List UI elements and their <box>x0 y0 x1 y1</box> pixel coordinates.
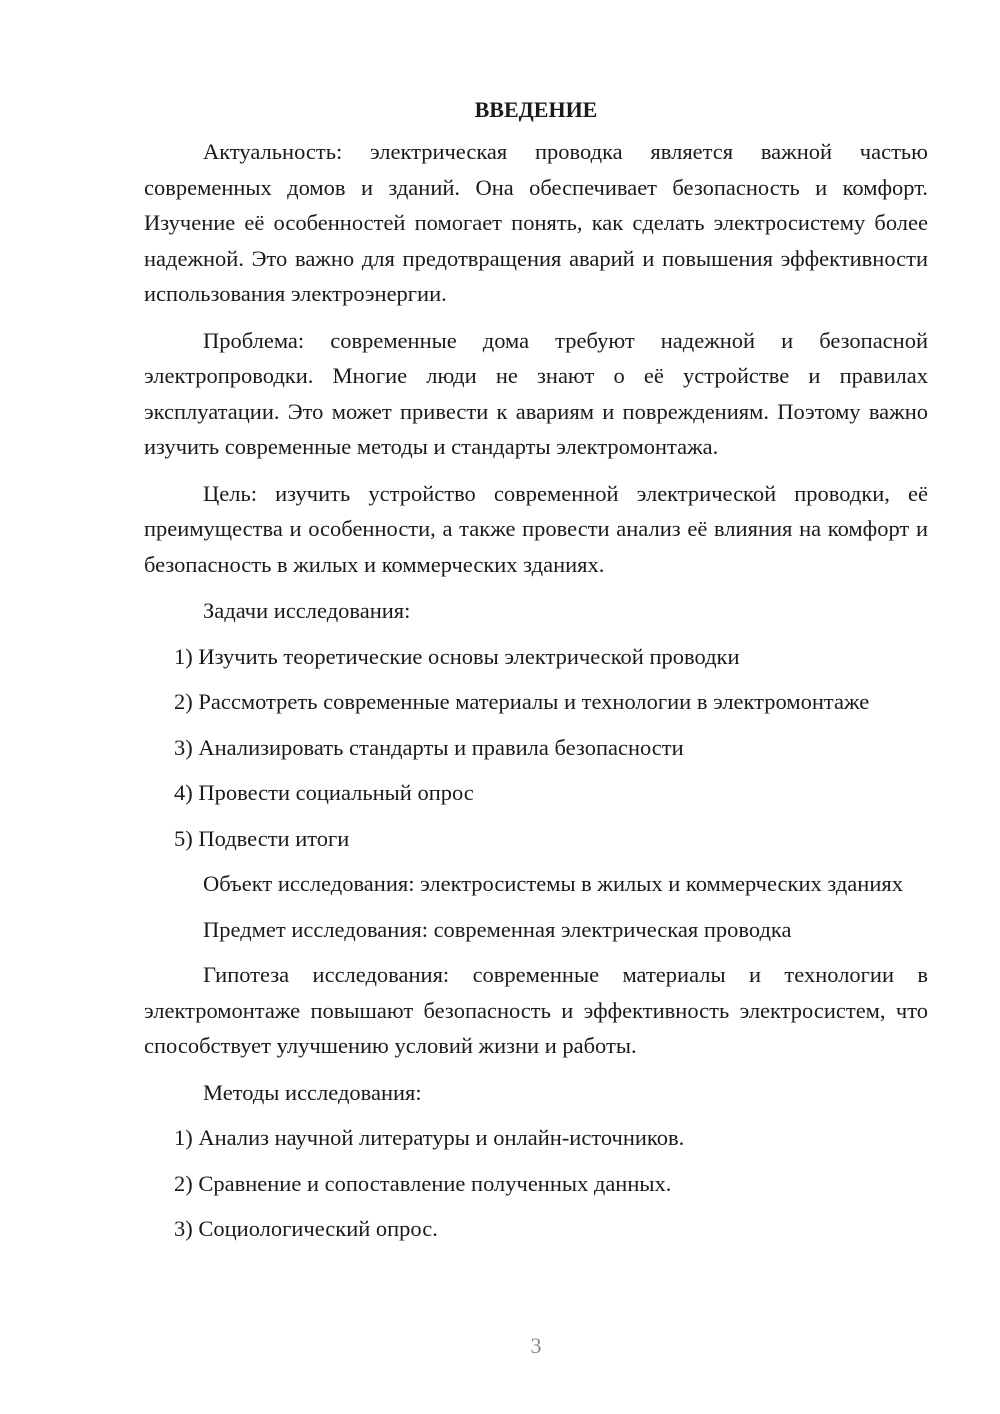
document-page <box>144 92 928 1247</box>
relevance-paragraph: Актуальность: электрическая проводка является важной частью современных домов и зданий. Она обеспечивает безопасность и комфорт. Изучение её особенностей помогает понять, как сделать электросистему более надежной. Это важно для предотвращения аварий и повышения эффективности использования электроэнергии. <box>144 139 928 306</box>
hypothesis-paragraph: Гипотеза исследования: современные материалы и технологии в электромонтаже повышают безопасность и эффективность электросистем, что способствует улучшению условий жизни и работы. <box>144 962 928 1058</box>
method-item: 2) Сравнение и сопоставление полученных данных. <box>174 1170 672 1196</box>
goal-paragraph: Цель: изучить устройство современной электрической проводки, её преимущества и особенности, а также провести анализ её влияния на комфорт и безопасность в жилых и коммерческих зданиях. <box>144 480 928 577</box>
method-item: 3) Социологический опрос. <box>174 1216 438 1241</box>
page-number: 3 <box>530 1333 542 1358</box>
page-title: ВВЕДЕНИЕ <box>474 97 598 122</box>
problem-paragraph: Проблема: современные дома требуют надежной и безопасной электропроводки. Многие люди не знают о её устройстве и правилах эксплуатации. Это может привести к авариям и повреждениям. Поэтому важно изучить современные методы и стандарты электромонтажа. <box>144 327 928 459</box>
task-item: 1) Изучить теоретические основы электрической проводки <box>174 643 740 669</box>
method-item: 1) Анализ научной литературы и онлайн-источников. <box>174 1125 685 1150</box>
object-paragraph: Объект исследования: электросистемы в жилых и коммерческих зданиях <box>203 871 903 896</box>
tasks-heading: Задачи исследования: <box>203 598 411 623</box>
task-item: 3) Анализировать стандарты и правила безопасности <box>174 734 684 760</box>
methods-heading: Методы исследования: <box>203 1079 422 1105</box>
task-item: 4) Провести социальный опрос <box>174 780 474 805</box>
task-item: 2) Рассмотреть современные материалы и технологии в электромонтаже <box>174 689 870 714</box>
subject-paragraph: Предмет исследования: современная электрическая проводка <box>203 916 792 942</box>
task-item: 5) Подвести итоги <box>174 825 350 851</box>
